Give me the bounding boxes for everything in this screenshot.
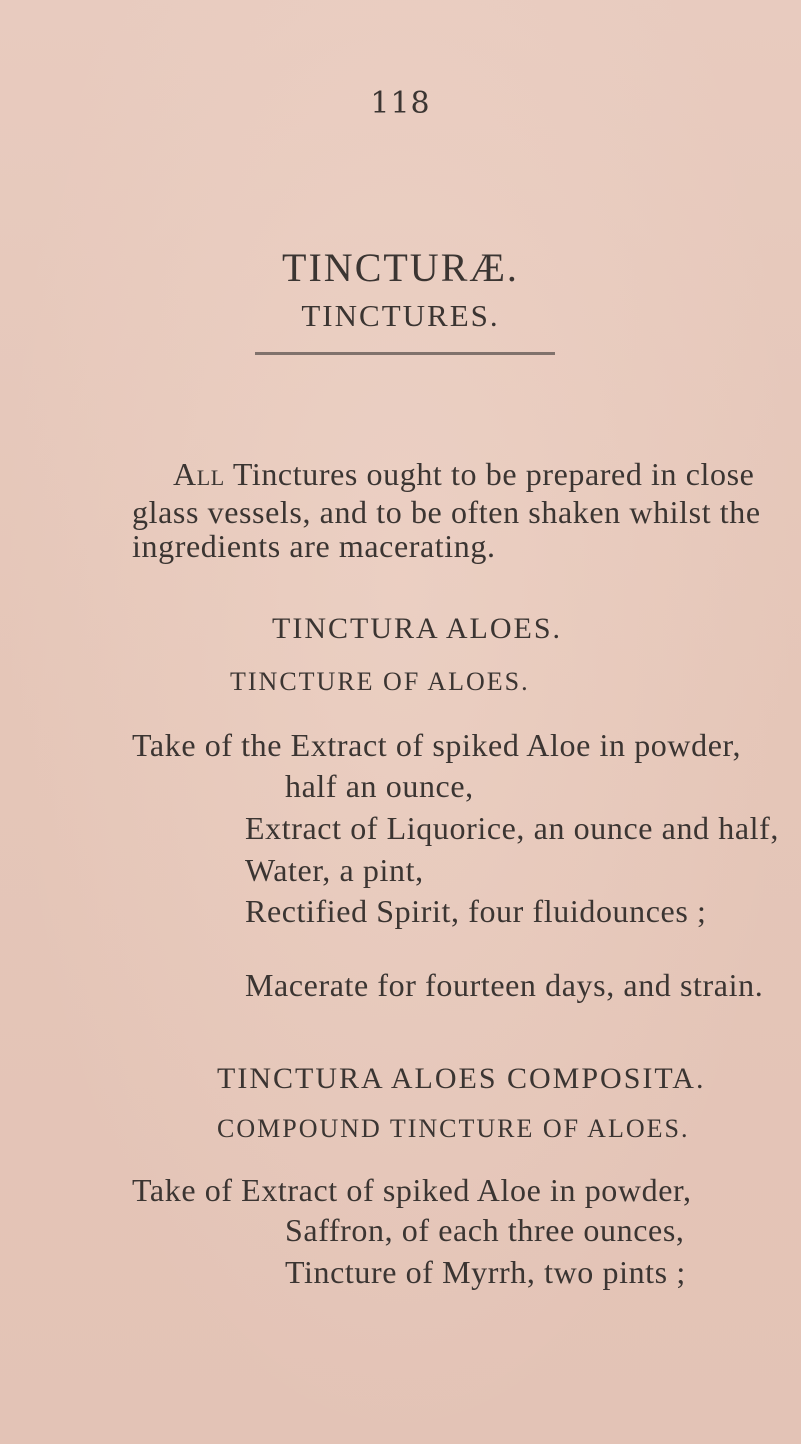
recipe-1-line: Take of the Extract of spiked Aloe in powder, xyxy=(132,727,742,763)
title-divider xyxy=(255,352,555,355)
recipe-1-heading-latin: TINCTURA ALOES. xyxy=(272,612,563,645)
intro-line-3: ingredients are macerating. xyxy=(132,528,496,564)
recipe-2-heading-latin: TINCTURA ALOES COMPOSITA. xyxy=(217,1062,706,1095)
recipe-1-line: Rectified Spirit, four fluidounces ; xyxy=(245,893,707,929)
recipe-2-line: Take of Extract of spiked Aloe in powder, xyxy=(132,1172,692,1208)
recipe-1-line: Water, a pint, xyxy=(245,852,424,888)
intro-line-1 xyxy=(173,456,754,493)
recipe-1-heading-english: TINCTURE OF ALOES. xyxy=(230,667,530,696)
recipe-1-line: half an ounce, xyxy=(285,768,474,804)
chapter-title-english: TINCTURES. xyxy=(301,298,500,333)
page-number: 118 xyxy=(370,86,431,121)
recipe-2-line: Saffron, of each three ounces, xyxy=(285,1212,685,1248)
recipe-2-line: Tincture of Myrrh, two pints ; xyxy=(285,1254,686,1290)
recipe-1-line: Extract of Liquorice, an ounce and half, xyxy=(245,810,779,846)
recipe-2-heading-english: COMPOUND TINCTURE OF ALOES. xyxy=(217,1114,690,1143)
chapter-title-latin: TINCTURÆ. xyxy=(282,245,519,290)
intro-lead-word: All xyxy=(173,456,225,492)
intro-line-2: glass vessels, and to be often shaken whilst the xyxy=(132,494,761,530)
recipe-1-instruction: Macerate for fourteen days, and strain. xyxy=(245,967,764,1003)
intro-line-1-text: Tinctures ought to be prepared in close xyxy=(224,456,755,492)
